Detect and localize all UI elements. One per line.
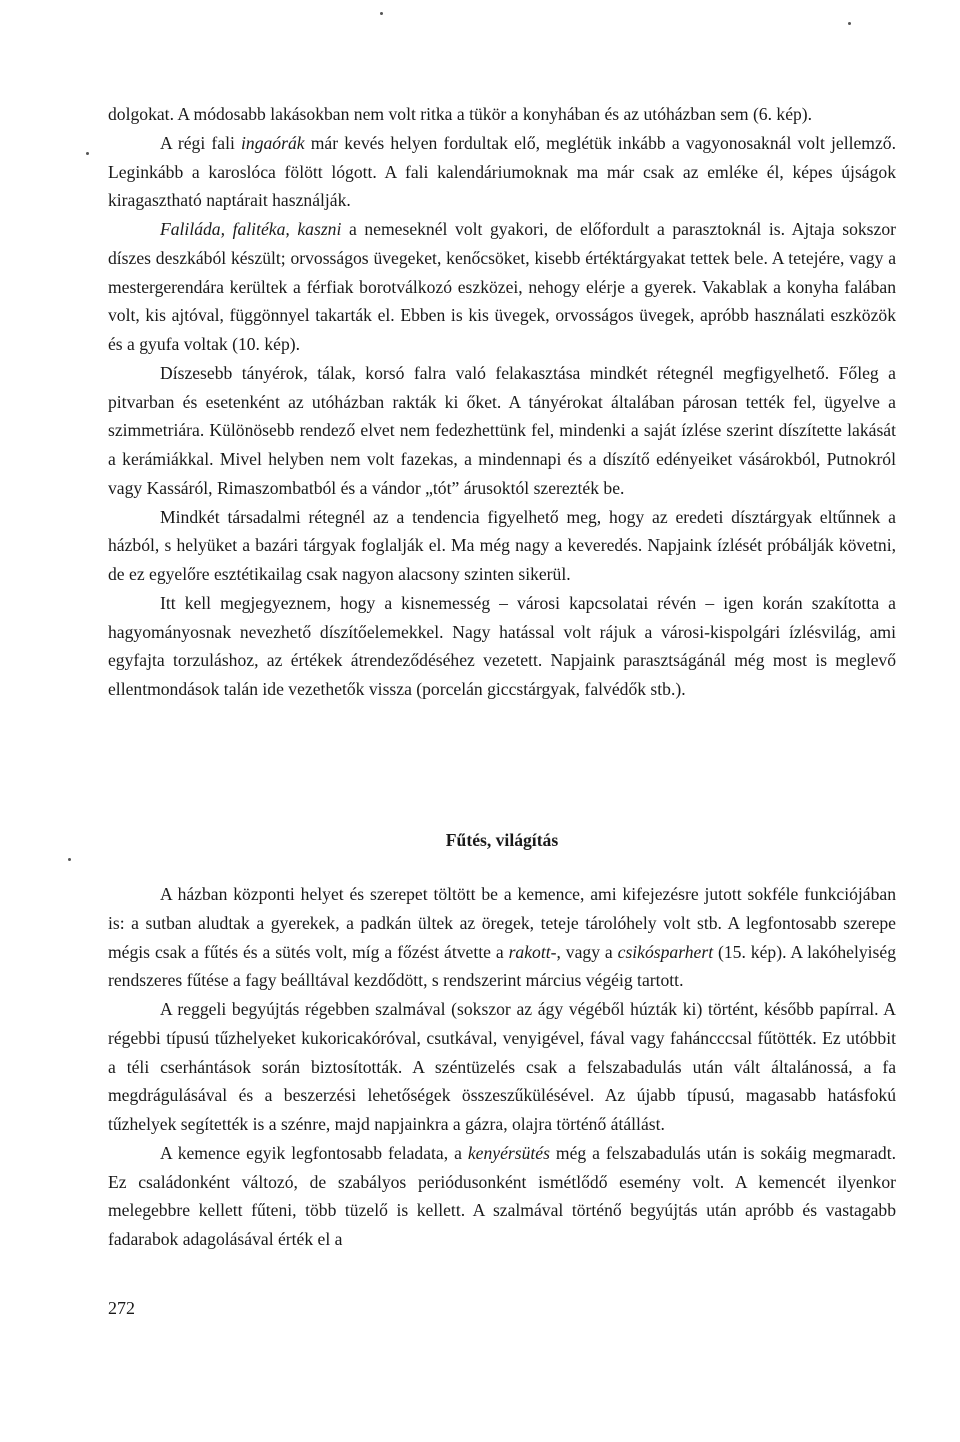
text-run: (15. kép). A lakóhelyiség rendszeres fűtése a fagy beálltával kezdődött, s rendszerint március végéig tartott. [108, 941, 896, 991]
paragraph [108, 215, 896, 359]
page-number: 272 [108, 1298, 135, 1318]
paragraph [108, 503, 896, 589]
scan-speck [848, 22, 851, 25]
italic-term: ingaórák [241, 132, 305, 153]
italic-term: kenyérsütés [467, 1142, 550, 1163]
scan-speck [86, 152, 89, 155]
text-run: A reggeli begyújtás régebben szalmával (sokszor az ágy végéből húzták ki) történt, később papírral. A régebbi típusú tűzhelyeket kukoricakóróval, csutkával, venyigével, fával vagy faháncccsal fűtötték. Ez utóbbit a téli cserhántások során biztosították. A széntüzelés csak a felszabadulás után vált általánossá, a fa megdrágulásával és a beszerzési lehetőségek összeszűkülésével. Az újabb típusú, magasabb hatásfokú tűzhelyek segítették is a szénre, majd napjainkra a gázra, olajra történő átállást. [108, 999, 896, 1134]
paragraph [108, 129, 896, 215]
text-run: a nemeseknél volt gyakori, de előfordult a parasztoknál is. Ajtaja sokszor díszes deszkából készült; orvosságos üvegeket, kenőcsöket, kisebb értéktárgyakat tettek bele. A tetejére, vagy a mestergerendára kerültek a férfiak borotválkozó eszközei, nehogy elérje a gyerek. Vakablak a konyha falában volt, kis ajtóval, függönnyel takarták el. Ebben is kis üvegek, orvosságos üvegek, apróbb használati eszközök és a gyufa voltak (10. kép). [108, 219, 896, 354]
text-run: dolgokat. A módosabb lakásokban nem volt ritka a tükör a konyhában és az utóházban sem (6. kép). [108, 104, 813, 124]
paragraph [108, 995, 896, 1139]
text-run: A régi fali [160, 132, 242, 153]
section-heading: Fűtés, világítás [445, 830, 559, 850]
paragraph [108, 100, 896, 129]
text-run: A kemence egyik legfontosabb feladata, a [160, 1142, 468, 1163]
text-run: Itt kell megjegyeznem, hogy a kisnemesség – városi kapcsolatai révén – igen korán szakította a hagyományosnak nevezhető díszítőelemekkel. Nagy hatással volt rájuk a városi-kispolgári ízlésvilág, ami egyfajta torzuláshoz, az értékek átrendeződéséhez vezetett. Napjaink parasztságánál még most is meglevő ellentmondások talán ide vezethetők vissza (porcelán giccstárgyak, falvédők stb.). [108, 592, 896, 699]
paragraph [108, 880, 896, 995]
text-run: , vagy a [556, 941, 618, 962]
paragraph [108, 359, 896, 503]
text-run: már kevés helyen fordultak elő, meglétük inkább a vagyonosaknál volt jellemző. Leginkább a karoslóca fölött lógott. A fali kalendáriumoknak ma már csak az emléke él, képes újságok kiragasztható naptárait használják. [108, 132, 896, 211]
text-section-1 [108, 100, 896, 704]
italic-term: Faliláda, falitéka, kaszni [160, 219, 342, 239]
paragraph [108, 589, 896, 704]
text-section-2 [108, 880, 896, 1254]
text-run: Díszesebb tányérok, tálak, korsó falra való felakasztása mindkét rétegnél megfigyelhető. Főleg a pitvarban és esetenként az utóházban rakták ki őket. A tányérokat általában párosan tették fel, ügyelve a szimmetriára. Különösebb rendező elvet nem fedezhettünk fel, mindenki a saját ízlése szerint díszítette lakását a kerámiákkal. Mivel helyben nem volt fazekas, a mindennapi és a díszítő edényeiket vásárokból, Putnokról vagy Kassáról, Rimaszombatból és a vándor „tót” árusoktól szerezték be. [108, 362, 896, 498]
italic-term: csikósparhert [617, 941, 714, 962]
scan-speck [380, 12, 383, 15]
text-run: A házban központi helyet és szerepet töltött be a kemence, ami kifejezésre jutott sokféle funkciójában is: a sutban aludtak a gyerekek, a padkán ültek az öregek, teteje tárolóhely volt stb. A legfontosabb szerepe mégis csak a fűtés és a sütés volt, míg a főzést átvette a [108, 884, 896, 962]
paragraph [108, 1139, 896, 1254]
italic-term: rakott- [508, 941, 557, 962]
text-run: Mindkét társadalmi rétegnél az a tendencia figyelhető meg, hogy az eredeti dísztárgyak eltűnnek a házból, s helyüket a bazári tárgyak foglalják el. Ma még nagy a keveredés. Napjaink ízlését próbálják követni, de ez egyelőre esztétikailag csak nagyon alacsony szinten sikerül. [108, 506, 896, 584]
text-run: még a felszabadulás után is sokáig megmaradt. Ez családonként változó, de szabályos periódusonként ismétlődő esemény volt. A kemencét ilyenkor melegebbre kellett fűteni, több tüzelő is kellett. A szalmával történő begyújtás után apróbb és vastagabb fadarabok adagolásával érték el a [108, 1142, 897, 1249]
scan-speck [68, 858, 71, 861]
